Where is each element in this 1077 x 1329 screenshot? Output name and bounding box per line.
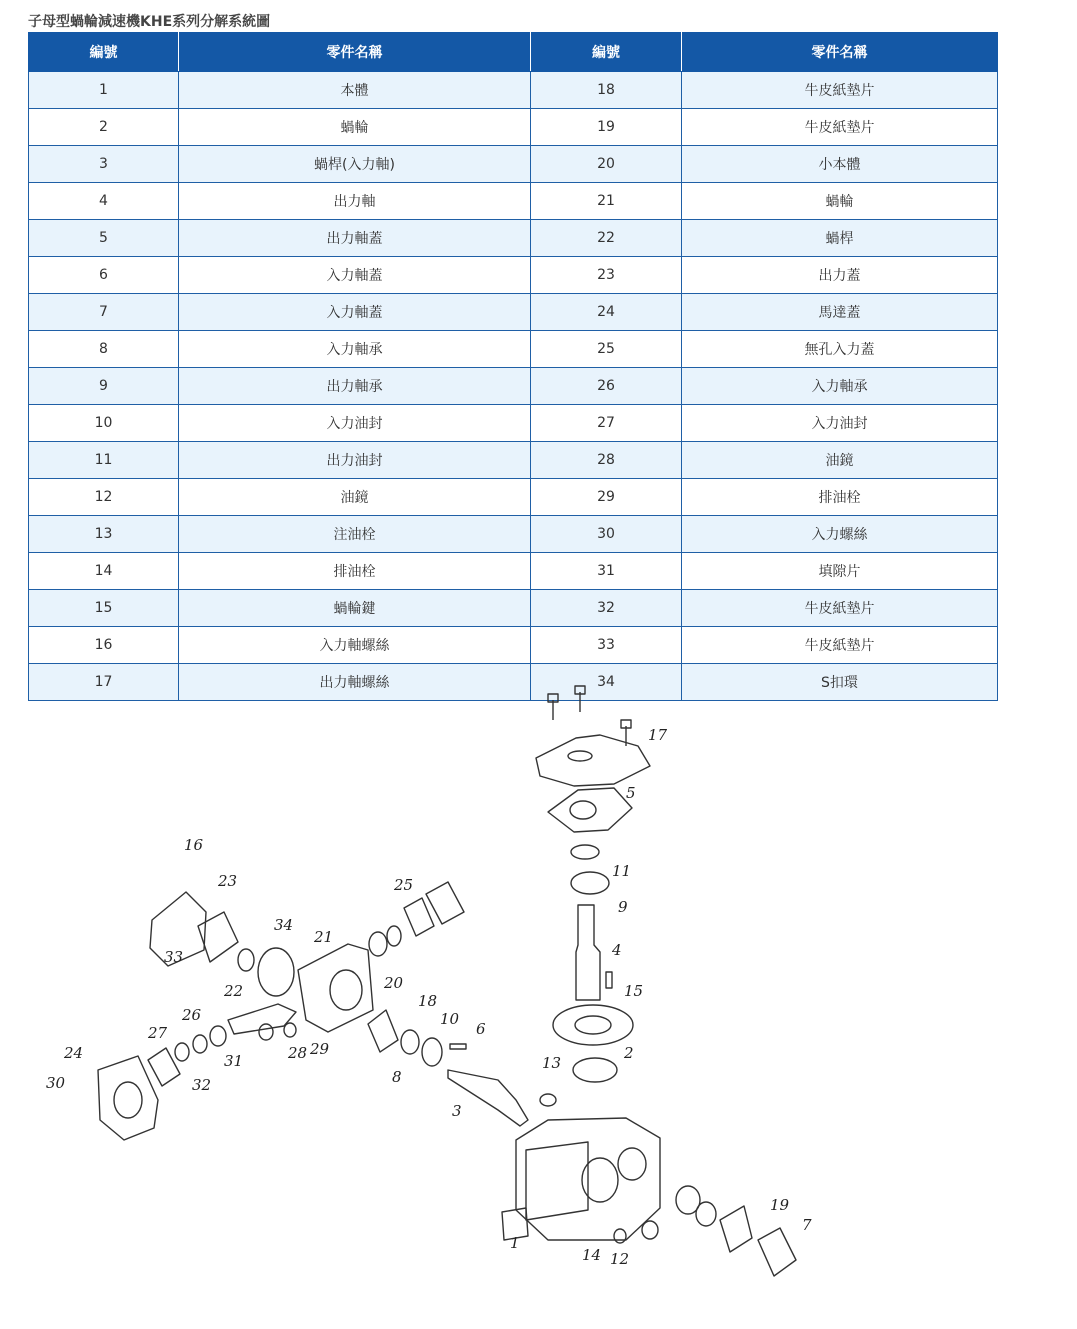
table-row — [29, 479, 998, 516]
callout-15: 15 — [624, 982, 644, 1000]
cell-part-name-left: 入力軸螺絲 — [179, 627, 531, 664]
cell-part-name-right: 牛皮紙墊片 — [682, 590, 998, 627]
callout-28: 28 — [288, 1044, 308, 1062]
worm-wheel — [553, 1005, 633, 1045]
cell-part-name-left: 注油栓 — [179, 516, 531, 553]
header-number-right: 編號 — [531, 33, 682, 72]
table-row — [29, 72, 998, 109]
input-shaft-cover-key — [450, 1044, 466, 1049]
cell-number-right: 32 — [531, 590, 682, 627]
cell-part-name-left: 油鏡 — [179, 479, 531, 516]
cell-number-right: 26 — [531, 368, 682, 405]
bearing-26 — [369, 932, 387, 956]
cell-part-name-left: 蝸桿(入力軸) — [179, 146, 531, 183]
cell-number-right: 21 — [531, 183, 682, 220]
cell-number-left: 6 — [29, 257, 179, 294]
table-row — [29, 405, 998, 442]
header-number-left: 編號 — [29, 33, 179, 72]
cell-part-name-left: 出力軸承 — [179, 368, 531, 405]
table-row — [29, 331, 998, 368]
table-row — [29, 553, 998, 590]
input-oil-seal-left — [401, 1030, 419, 1054]
table-header-row — [29, 33, 998, 72]
callout-3: 3 — [452, 1102, 462, 1120]
cell-part-name-right: 油鏡 — [682, 442, 998, 479]
cell-part-name-left: 入力油封 — [179, 405, 531, 442]
cell-part-name-right: 入力油封 — [682, 405, 998, 442]
cell-part-name-left: 入力軸承 — [179, 331, 531, 368]
output-bearing — [571, 872, 609, 894]
cell-number-left: 5 — [29, 220, 179, 257]
output-gasket — [548, 788, 632, 832]
callout-34: 34 — [274, 916, 294, 934]
cell-part-name-left: 本體 — [179, 72, 531, 109]
cell-part-name-right: 填隙片 — [682, 553, 998, 590]
motor-cover — [98, 1056, 158, 1140]
oil-seal-27 — [175, 1043, 189, 1061]
output-bearing-lower — [573, 1058, 617, 1082]
sight-glass-12 — [642, 1221, 658, 1239]
oil-fill-plug — [540, 1094, 556, 1106]
small-worm — [228, 1004, 296, 1034]
callout-6: 6 — [476, 1020, 486, 1038]
cell-part-name-left: 蝸輪鍵 — [179, 590, 531, 627]
cell-number-right: 25 — [531, 331, 682, 368]
cell-number-left: 13 — [29, 516, 179, 553]
cell-number-left: 2 — [29, 109, 179, 146]
cell-part-name-left: 排油栓 — [179, 553, 531, 590]
callout-23: 23 — [218, 872, 238, 890]
callout-26: 26 — [182, 1006, 202, 1024]
callout-17: 17 — [648, 726, 668, 744]
callout-25: 25 — [394, 876, 414, 894]
cell-part-name-left: 出力軸蓋 — [179, 220, 531, 257]
gasket-32-top — [404, 898, 434, 936]
callout-labels — [46, 726, 812, 1268]
cell-part-name-left: 蝸輪 — [179, 109, 531, 146]
cell-number-right: 23 — [531, 257, 682, 294]
callout-20: 20 — [384, 974, 404, 992]
callout-32: 32 — [192, 1076, 212, 1094]
cell-number-right: 18 — [531, 72, 682, 109]
callout-1: 1 — [510, 1234, 520, 1252]
cell-number-right: 19 — [531, 109, 682, 146]
callout-18: 18 — [418, 992, 438, 1010]
callout-27: 27 — [148, 1024, 168, 1042]
cell-number-left: 3 — [29, 146, 179, 183]
table-row — [29, 590, 998, 627]
parts-table — [28, 32, 998, 701]
table-row — [29, 109, 998, 146]
cell-part-name-right: 牛皮紙墊片 — [682, 109, 998, 146]
callout-8: 8 — [392, 1068, 402, 1086]
cell-part-name-left: 出力軸螺絲 — [179, 664, 531, 701]
callout-14: 14 — [582, 1246, 602, 1264]
cell-part-name-left: 入力軸蓋 — [179, 294, 531, 331]
callout-22: 22 — [224, 982, 244, 1000]
cell-number-left: 4 — [29, 183, 179, 220]
cell-part-name-right: 出力蓋 — [682, 257, 998, 294]
table-row — [29, 442, 998, 479]
cell-number-left: 14 — [29, 553, 179, 590]
callout-7: 7 — [802, 1216, 812, 1234]
cell-part-name-right: 入力螺絲 — [682, 516, 998, 553]
cell-number-right: 24 — [531, 294, 682, 331]
callout-4: 4 — [612, 941, 622, 959]
table-row — [29, 146, 998, 183]
cell-part-name-right: 馬達蓋 — [682, 294, 998, 331]
callout-19: 19 — [770, 1196, 790, 1214]
cell-number-left: 9 — [29, 368, 179, 405]
input-oil-seal — [696, 1202, 716, 1226]
cell-number-left: 8 — [29, 331, 179, 368]
cell-number-left: 1 — [29, 72, 179, 109]
table-row — [29, 516, 998, 553]
bolt-icon — [548, 694, 558, 720]
callout-10: 10 — [440, 1010, 460, 1028]
blind-input-cover — [426, 882, 464, 924]
table-row — [29, 183, 998, 220]
cell-part-name-right: 牛皮紙墊片 — [682, 72, 998, 109]
drain-plug-29 — [284, 1023, 296, 1037]
shim-31 — [193, 1035, 207, 1053]
bolt-icon — [575, 686, 585, 712]
callout-13: 13 — [542, 1054, 562, 1072]
cell-number-right: 20 — [531, 146, 682, 183]
cell-number-right: 27 — [531, 405, 682, 442]
cell-number-left: 15 — [29, 590, 179, 627]
cell-number-left: 12 — [29, 479, 179, 516]
cell-part-name-right: 牛皮紙墊片 — [682, 627, 998, 664]
cell-part-name-right: 排油栓 — [682, 479, 998, 516]
header-part-name-left: 零件名稱 — [179, 33, 531, 72]
small-worm-wheel — [258, 948, 294, 996]
exploded-view-diagram — [28, 680, 997, 1320]
parts-table-body — [29, 72, 998, 701]
sight-glass-28 — [259, 1024, 273, 1040]
cell-number-right: 31 — [531, 553, 682, 590]
cell-number-right: 30 — [531, 516, 682, 553]
drain-plug-14 — [614, 1229, 626, 1243]
cell-number-right: 34 — [531, 664, 682, 701]
cell-number-left: 17 — [29, 664, 179, 701]
shim-31-top — [387, 926, 401, 946]
header-part-name-right: 零件名稱 — [682, 33, 998, 72]
table-row — [29, 294, 998, 331]
gasket-18 — [368, 1010, 398, 1052]
callout-29: 29 — [310, 1040, 330, 1058]
callout-21: 21 — [314, 928, 334, 946]
callout-9: 9 — [618, 898, 628, 916]
cell-number-left: 11 — [29, 442, 179, 479]
table-row — [29, 368, 998, 405]
cell-number-right: 29 — [531, 479, 682, 516]
input-gasket — [720, 1206, 752, 1252]
cell-part-name-right: 蝸輪 — [682, 183, 998, 220]
callout-12: 12 — [610, 1250, 630, 1268]
output-shaft-cover — [536, 735, 650, 786]
table-row — [29, 627, 998, 664]
input-bearing-left — [422, 1038, 442, 1066]
cell-part-name-right: 入力軸承 — [682, 368, 998, 405]
s-ring — [238, 949, 254, 971]
cell-part-name-left: 入力軸蓋 — [179, 257, 531, 294]
cell-part-name-right: 小本體 — [682, 146, 998, 183]
cell-number-left: 10 — [29, 405, 179, 442]
cell-number-right: 33 — [531, 627, 682, 664]
input-shaft-cover — [758, 1228, 796, 1276]
callout-2: 2 — [624, 1044, 634, 1062]
callout-24: 24 — [64, 1044, 84, 1062]
cell-part-name-left: 出力油封 — [179, 442, 531, 479]
callout-33: 33 — [164, 948, 184, 966]
cell-number-left: 7 — [29, 294, 179, 331]
output-oil-seal — [571, 845, 599, 859]
output-shaft — [576, 905, 600, 1000]
cell-number-right: 22 — [531, 220, 682, 257]
cell-number-left: 16 — [29, 627, 179, 664]
page-title: 子母型蝸輪減速機KHE系列分解系統圖 — [28, 14, 271, 30]
callout-30: 30 — [46, 1074, 66, 1092]
cell-part-name-right: 蝸桿 — [682, 220, 998, 257]
worm-wheel-key — [606, 972, 612, 988]
cell-number-right: 28 — [531, 442, 682, 479]
bearing-26-left — [210, 1026, 226, 1046]
cell-part-name-right: 無孔入力蓋 — [682, 331, 998, 368]
table-row — [29, 220, 998, 257]
cell-part-name-left: 出力軸 — [179, 183, 531, 220]
callout-11: 11 — [612, 862, 632, 880]
cell-part-name-right: S扣環 — [682, 664, 998, 701]
callout-31: 31 — [224, 1052, 244, 1070]
table-row — [29, 257, 998, 294]
callout-16-top: 16 — [184, 836, 204, 854]
callout-5: 5 — [626, 784, 636, 802]
